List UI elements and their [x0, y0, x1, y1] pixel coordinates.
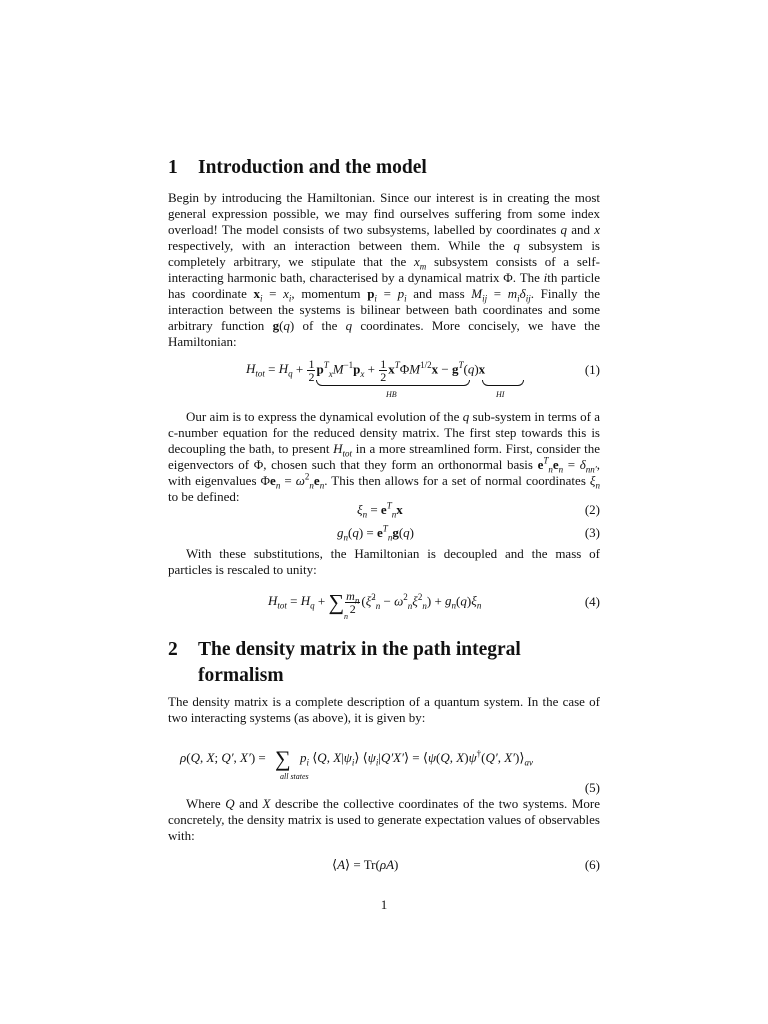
equation-6-tag: (6)	[584, 857, 600, 872]
equation-2-tag: (2)	[584, 502, 600, 517]
brace-label-hb: HB	[386, 390, 397, 399]
section-2-heading	[168, 637, 600, 689]
paragraph-decoupling: Our aim is to express the dynamical evolution of the q sub-system in terms of a c-number equation for the reduced density matrix. The first step towards this is decoupling the bath, to present $H_{tot}$ in a more streamlined form. First, consider the eigenvectors of Φ, chosen such that they form an orthonormal basis $e^T_ne_n = \delta_{nn'}$, with eigenvalues $\Phi e_n = \omega^2_ne_n$. This then allows for a set of normal coordinates $\xi_n$ to be defined:	[168, 409, 601, 504]
equation-1-tag: (1)	[584, 362, 600, 377]
section-1-heading	[168, 155, 600, 181]
brace-hi	[482, 380, 524, 386]
brace-label-hi: HI	[496, 390, 505, 399]
section-number: 2	[168, 639, 178, 660]
equation-5: ρ(Q, X; Q′, X′) = ∑ $p_i$ ⟨Q, $X|\psi_i⟩$ $⟨\psi_i|Q'X'⟩$ = ⟨ψ(Q, X)ψ†(Q′, $X')⟩_{av}$ all states (5)	[180, 746, 600, 795]
brace-hb	[316, 380, 470, 386]
equation-4: $H_{tot} = H_q$ + ∑ $\frac{m_n}{2}$ (ξ̇$^2_n$ − $\omega^2_n\xi^2_n) + g_n(q)\xi_n$ n (4)	[268, 589, 600, 621]
paragraph-intro: Begin by introducing the Hamiltonian. Since our interest is in creating the most general expression possible, we may find ourselves suffering from some index overload! The model consists of two subsystems, labelled by coordinates q and x respectively, with an interaction between them. While the q subsystem is completely arbitrary, we stipulate that the $x_m$ subsystem consists of a self-interacting harmonic bath, characterised by a dynamical matrix Φ. The ith particle has coordinate $x_i = x_i$, momentum $p_i = p_i$ and mass $M_{ij} = m_i\delta_{ij}$. Finally the interaction between the systems is bilinear between bath coordinates and some arbitrary function g(q) of the q coordinates. More concisely, we have the Hamiltonian:	[168, 190, 601, 349]
equation-3: $g_n(q) = e^T_ng(q)$ (3)	[337, 523, 600, 543]
section-title: Introduction and the model	[198, 157, 427, 178]
paragraph-substitutions: With these substitutions, the Hamiltonian is decoupled and the mass of particles is rescaled to unity:	[168, 546, 600, 577]
section-title: The density matrix in the path integral formalism	[198, 639, 521, 686]
page-number: 1	[380, 897, 388, 912]
paragraph-expectation-values: Where Q and X describe the collective coordinates of the two systems. More concretely, the density matrix is used to generate expectation values of observables with:	[168, 796, 600, 843]
equation-4-tag: (4)	[584, 594, 600, 609]
section-number: 1	[168, 157, 178, 178]
equation-5-tag: (5)	[584, 780, 600, 795]
equation-6: ⟨A⟩ = Tr(ρA) (6)	[332, 857, 600, 872]
equation-3-tag: (3)	[584, 525, 600, 540]
paragraph-density-matrix: The density matrix is a complete description of a quantum system. In the case of two interacting systems (as above), it is given by:	[168, 694, 600, 725]
equation-1: $H_{tot} = H_q$ + $\frac{1}{2}$ $p^T_xM^{-1}p_x$ + $\frac{1}{2}$ $x^T\Phi M^{1/2}x - g^T(q)x$ HB HI (1)	[246, 357, 600, 399]
sum-label-all-states: all states	[280, 772, 309, 781]
equation-2: $\xi_n = e^T_nx$ (2)	[357, 500, 600, 520]
